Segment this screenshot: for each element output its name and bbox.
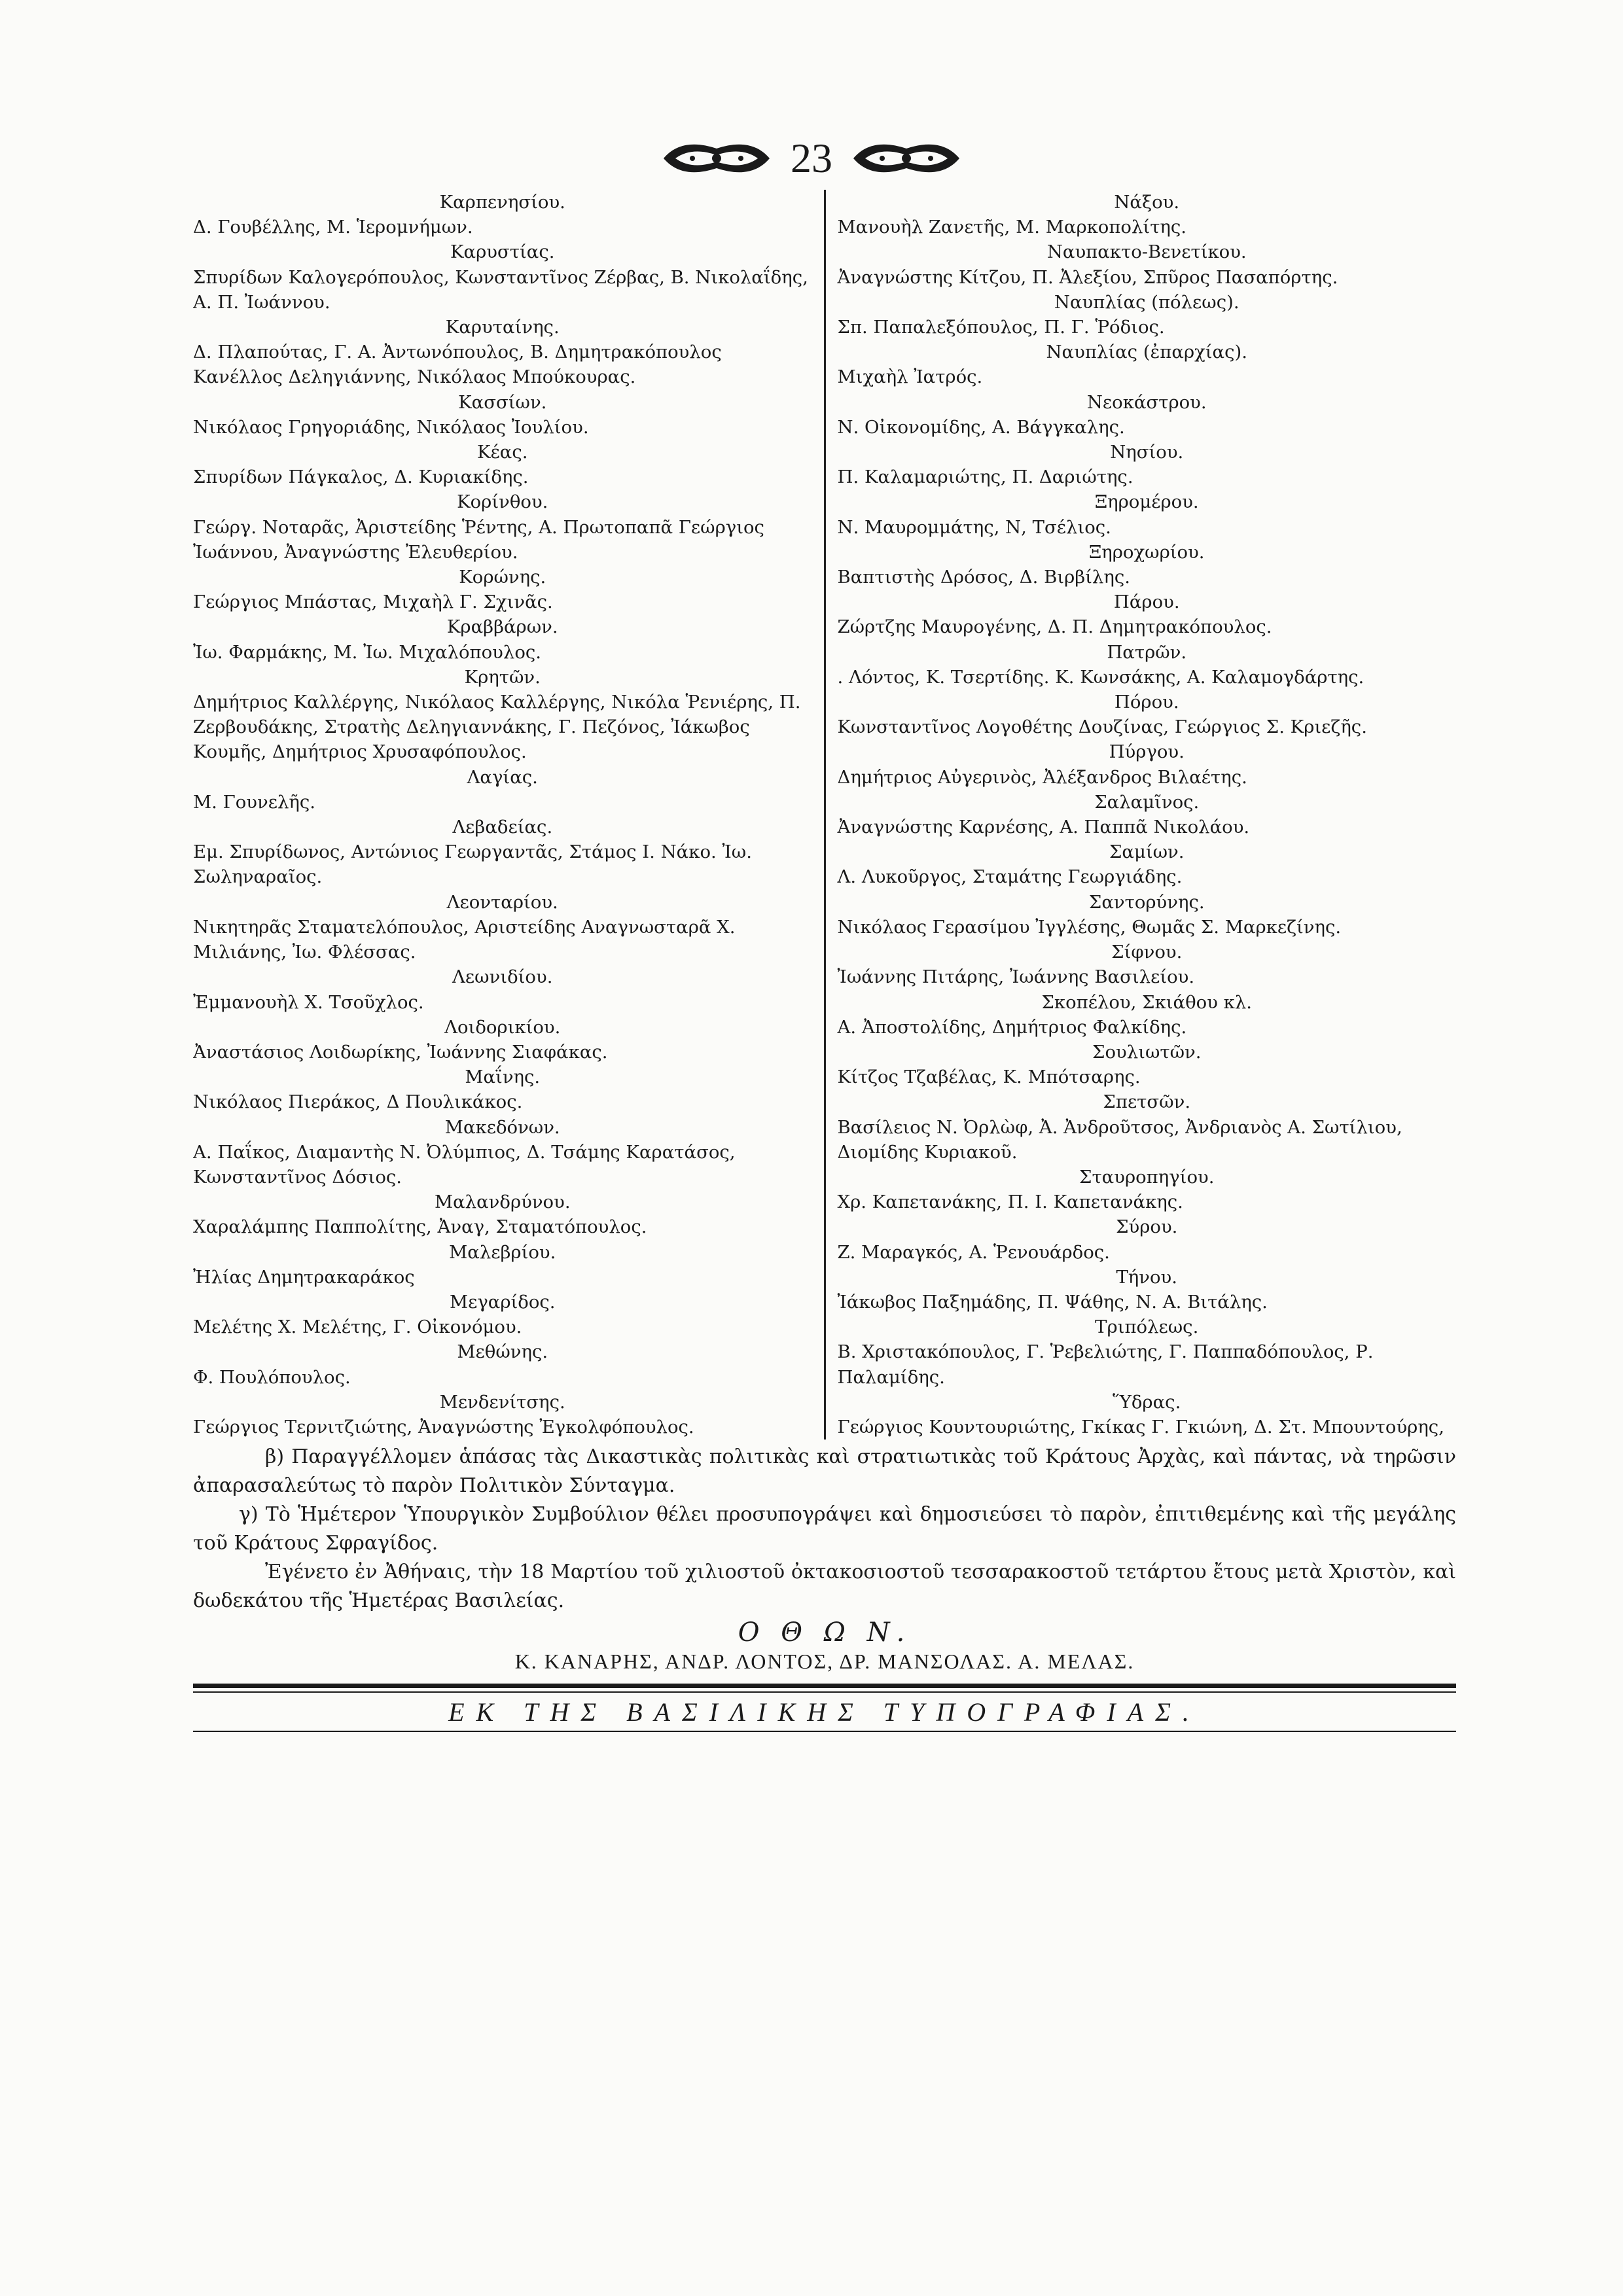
constituency-heading: Μακεδόνων.: [444, 1116, 560, 1138]
constituency-heading: Σαμίων.: [1109, 841, 1185, 863]
deputy-names: Κωνσταντῖνος Λογοθέτης Δουζίνας, Γεώργιος Σ. Κριεζῆς.: [837, 716, 1367, 738]
deputy-names: Σπυρίδων Καλογερόπουλος, Κωνσταντῖνος Ζέρβας, Β. Νικολαΐδης, Α. Π. Ἰωάννου.: [193, 266, 808, 313]
deputy-names: Νικόλαος Γρηγοριάδης, Νικόλαος Ἰουλίου.: [193, 416, 589, 438]
deputy-names: Μελέτης Χ. Μελέτης, Γ. Οἰκονόμου.: [193, 1316, 522, 1338]
thick-rule: [193, 1684, 1456, 1688]
printer-imprint: ΕΚ ΤΗΣ ΒΑΣΙΛΙΚΗΣ ΤΥΠΟΓΡΑΦΙΑΣ.: [448, 1697, 1201, 1727]
deputy-names: Α. Παΐκος, Διαμαντὴς Ν. Ὀλύμπιος, Δ. Τσάμης Καρατάσος, Κωνσταντῖνος Δόσιος.: [193, 1141, 736, 1188]
deputy-names: Ἰάκωβος Παξημάδης, Π. Ψάθης, Ν. Α. Βιτάλης.: [837, 1291, 1268, 1313]
constituency-heading: Κραββάρων.: [446, 616, 558, 638]
constituency-heading: Σταυροπηγίου.: [1079, 1166, 1215, 1188]
royal-signature: Ο Θ Ω Ν.: [738, 1617, 912, 1648]
deputy-names: Β. Χριστακόπουλος, Γ. Ῥεβελιώτης, Γ. Παππαδόπουλος, Ρ. Παλαμίδης.: [837, 1341, 1374, 1388]
constituency-heading: Τριπόλεως.: [1095, 1316, 1199, 1338]
constituency-heading: Ξηροχωρίου.: [1088, 541, 1205, 563]
deputy-names: Σπ. Παπαλεξόπουλος, Π. Γ. Ῥόδιος.: [837, 317, 1165, 338]
right-ornament-icon: [851, 139, 962, 177]
right-column: [824, 190, 1457, 1439]
deputy-names: Βαπτιστὴς Δρόσος, Δ. Βιρβίλης.: [837, 567, 1130, 588]
constituency-heading: Λεβαδείας.: [452, 817, 553, 838]
constituency-heading: Σίφνου.: [1111, 942, 1183, 963]
constituency-heading: Λεωνιδίου.: [452, 966, 553, 988]
constituency-heading: Καρυταίνης.: [445, 317, 560, 338]
deputy-names: Ἐμμανουὴλ Χ. Τσοῦχλος.: [193, 991, 424, 1013]
paragraph-b: β) Παραγγέλλομεν ἁπάσας τὰς Δικαστικὰς πολιτικὰς καὶ στρατιωτικὰς τοῦ Κράτους Ἀρχὰς, καὶ πάντας, νὰ τηρῶσιν ἀπαρασαλεύτως τὸ παρὸν Πολιτικὸν Σύνταγμα.: [193, 1445, 1456, 1497]
constituency-heading: Σουλιωτῶν.: [1092, 1041, 1202, 1063]
constituency-heading: Λοιδορικίου.: [444, 1016, 561, 1038]
constituency-heading: Μαλανδρύνου.: [434, 1192, 571, 1213]
constituency-heading: Κασσίων.: [458, 391, 547, 413]
bottom-rule: [193, 1731, 1456, 1732]
constituency-heading: Μενδενίτσης.: [439, 1391, 565, 1413]
constituency-heading: Κορίνθου.: [457, 491, 548, 513]
decree-footer: [193, 1443, 1456, 1732]
deputy-names: Σπυρίδων Πάγκαλος, Δ. Κυριακίδης.: [193, 467, 529, 488]
deputy-names: Π. Καλαμαριώτης, Π. Δαριώτης.: [837, 467, 1133, 488]
constituency-heading: Μαλεβρίου.: [449, 1241, 556, 1263]
deputy-names: Μανουὴλ Ζανετῆς, Μ. Μαρκοπολίτης.: [837, 217, 1187, 238]
deputy-names: Ἰω. Φαρμάκης, Μ. Ἰω. Μιχαλόπουλος.: [193, 641, 542, 663]
deputy-names: Α. Ἀποστολίδης, Δημήτριος Φαλκίδης.: [837, 1016, 1187, 1038]
constituency-heading: Σαλαμῖνος.: [1094, 791, 1200, 813]
constituency-heading: Νεοκάστρου.: [1086, 391, 1207, 413]
constituency-heading: Σκοπέλου, Σκιάθου κλ.: [1041, 991, 1253, 1013]
deputy-names: Ζώρτζης Μαυρογένης, Δ. Π. Δημητρακόπουλος.: [837, 616, 1272, 638]
constituency-heading: Ναυπακτο-Βενετίκου.: [1046, 241, 1247, 263]
deputy-names: Λ. Λυκοῦργος, Σταμάτης Γεωργιάδης.: [837, 866, 1183, 888]
deputy-names: Ν. Οἰκονομίδης, Α. Βάγγκαλης.: [837, 416, 1125, 438]
deputy-names: Γεώργ. Νοταρᾶς, Ἀριστείδης Ῥέντης, Α. Πρωτοπαπᾶ Γεώργιος Ἰωάννου, Ἀναγνώστης Ἐλευθερίου.: [193, 516, 764, 563]
deputy-names: Κίτζος Τζαβέλας, Κ. Μπότσαρης.: [837, 1067, 1141, 1088]
constituency-heading: Μαΐνης.: [465, 1067, 541, 1088]
constituency-heading: Λεονταρίου.: [446, 891, 558, 913]
constituency-heading: Πόρου.: [1114, 692, 1179, 713]
constituency-heading: Καρπενησίου.: [439, 192, 565, 213]
deputy-names: Ζ. Μαραγκός, Α. Ῥενουάρδος.: [837, 1241, 1110, 1263]
deputy-names: Εμ. Σπυρίδωνος, Αντώνιος Γεωργαντᾶς, Στάμος Ι. Νάκο. Ἰω. Σωληναραῖος.: [193, 841, 752, 888]
constituency-heading: Σαντορύνης.: [1088, 891, 1205, 913]
constituency-heading: Κορώνης.: [459, 567, 546, 588]
deputy-names: Γεώργιος Μπάστας, Μιχαὴλ Γ. Σχινᾶς.: [193, 592, 553, 613]
paragraph-g: γ) Τὸ Ἡμέτερον Ὑπουργικὸν Συμβούλιον θέλει προσυπογράψει καὶ δημοσιεύσει τὸ παρὸν, ἐπιτιθεμένης καὶ τῆς μεγάλης τοῦ Κράτους Σφραγίδος.: [193, 1503, 1456, 1555]
deputy-names: Ἰωάννης Πιτάρης, Ἰωάννης Βασιλείου.: [837, 966, 1195, 988]
deputy-names: Δ. Γουβέλλης, Μ. Ἱερομνήμων.: [193, 217, 473, 238]
constituency-heading: Μεγαρίδος.: [449, 1291, 556, 1313]
deputy-names: Μιχαὴλ Ἰατρός.: [837, 366, 983, 388]
signatories-columns: [193, 190, 1456, 1439]
constituency-heading: Ὕδρας.: [1113, 1391, 1181, 1413]
constituency-heading: Ναυπλίας (πόλεως).: [1054, 291, 1240, 313]
constituency-heading: Κέας.: [476, 442, 528, 463]
deputy-names: Γεώργιος Τερνιτζιώτης, Ἀναγνώστης Ἐγκολφόπουλος.: [193, 1416, 694, 1438]
deputy-names: Δ. Πλαπούτας, Γ. Α. Ἀντωνόπουλος, Β. Δημητρακόπουλος Κανέλλος Δεληγιάννης, Νικόλαος Μπούκουρας.: [193, 342, 722, 388]
deputy-names: Γεώργιος Κουντουριώτης, Γκίκας Γ. Γκιώνη, Δ. Στ. Μπουντούρης,: [837, 1416, 1444, 1438]
deputy-names: Ἠλίας Δημητρακαράκος: [193, 1266, 415, 1288]
constituency-heading: Σύρου.: [1116, 1216, 1178, 1238]
constituency-heading: Ξηρομέρου.: [1094, 491, 1199, 513]
page-header: [0, 137, 1623, 179]
deputy-names: Ν. Μαυρομμάτης, Ν, Τσέλιος.: [837, 516, 1111, 538]
deputy-names: Νικόλαος Γερασίμου Ἰγγλέσης, Θωμᾶς Σ. Μαρκεζίνης.: [837, 916, 1342, 938]
deputy-names: Μ. Γουνελῆς.: [193, 791, 316, 813]
constituency-heading: Νάξου.: [1114, 192, 1180, 213]
constituency-heading: Κρητῶν.: [464, 666, 541, 688]
deputy-names: Χρ. Καπετανάκης, Π. Ι. Καπετανάκης.: [837, 1192, 1183, 1213]
constituency-heading: Τήνου.: [1116, 1266, 1178, 1288]
constituency-heading: Πάρου.: [1113, 592, 1180, 613]
constituency-heading: Σπετσῶν.: [1103, 1091, 1191, 1113]
constituency-heading: Μεθώνης.: [457, 1341, 548, 1363]
deputy-names: Φ. Πουλόπουλος.: [193, 1366, 351, 1388]
deputy-names: Δημήτριος Καλλέργης, Νικόλαος Καλλέργης, Νικόλα Ῥενιέρης, Π. Ζερβουδάκης, Στρατὴς Δεληγιαννάκης, Γ. Πεζόνος, Ἰάκωβος Κουμῆς, Δημήτριος Χρυσαφόπουλος.: [193, 692, 801, 763]
deputy-names: Δημήτριος Αὐγερινὸς, Ἀλέξανδρος Βιλαέτης.: [837, 766, 1247, 788]
deputy-names: Ἀναγνώστης Κίτζου, Π. Ἀλεξίου, Σπῦρος Πασαπόρτης.: [837, 266, 1338, 288]
constituency-heading: Πατρῶν.: [1107, 641, 1187, 663]
deputy-names: . Λόντος, Κ. Τσερτίδης. Κ. Κωνσάκης, Α. Καλαμογδάρτης.: [837, 666, 1364, 688]
ministers-signatures: Κ. ΚΑΝΑΡΗΣ, ΑΝΔΡ. ΛΟΝΤΟΣ, ΔΡ. ΜΑΝΣΟΛΑΣ. Α. ΜΕΛΑΣ.: [514, 1650, 1135, 1673]
deputy-names: Βασίλειος Ν. Ὀρλὼφ, Ἀ. Ἀνδροῦτσος, Ἀνδριανὸς Α. Σωτίλιου, Διομίδης Κυριακοῦ.: [837, 1116, 1402, 1163]
deputy-names: Χαραλάμπης Παππολίτης, Ἀναγ, Σταματόπουλος.: [193, 1216, 647, 1238]
deputy-names: Νικητηρᾶς Σταματελόπουλος, Αριστείδης Αναγνωσταρᾶ Χ. Μιλιάνης, Ἰω. Φλέσσας.: [193, 916, 736, 963]
constituency-heading: Ναυπλίας (ἐπαρχίας).: [1046, 342, 1248, 363]
constituency-heading: Πύργου.: [1109, 741, 1185, 763]
thin-rule: [193, 1691, 1456, 1693]
deputy-names: Ἀναγνώστης Καρνέσης, Α. Παππᾶ Νικολάου.: [837, 817, 1250, 838]
date-paragraph: Ἐγένετο ἐν Ἀθήναις, τὴν 18 Μαρτίου τοῦ χιλιοστοῦ ὀκτακοσιοστοῦ τεσσαρακοστοῦ τετάρτου ἔτους μετὰ Χριστὸν, καὶ δωδεκάτου τῆς Ἡμετέρας Βασιλείας.: [193, 1561, 1456, 1612]
constituency-heading: Καρυστίας.: [450, 241, 555, 263]
deputy-names: Ἀναστάσιος Λοιδωρίκης, Ἰωάννης Σιαφάκας.: [193, 1041, 608, 1063]
page-number: 23: [791, 135, 832, 181]
left-ornament-icon: [661, 139, 772, 177]
left-column: [193, 190, 824, 1439]
constituency-heading: Νησίου.: [1110, 442, 1184, 463]
constituency-heading: Λαγίας.: [467, 766, 538, 788]
deputy-names: Νικόλαος Πιεράκος, Δ Πουλικάκος.: [193, 1091, 523, 1113]
